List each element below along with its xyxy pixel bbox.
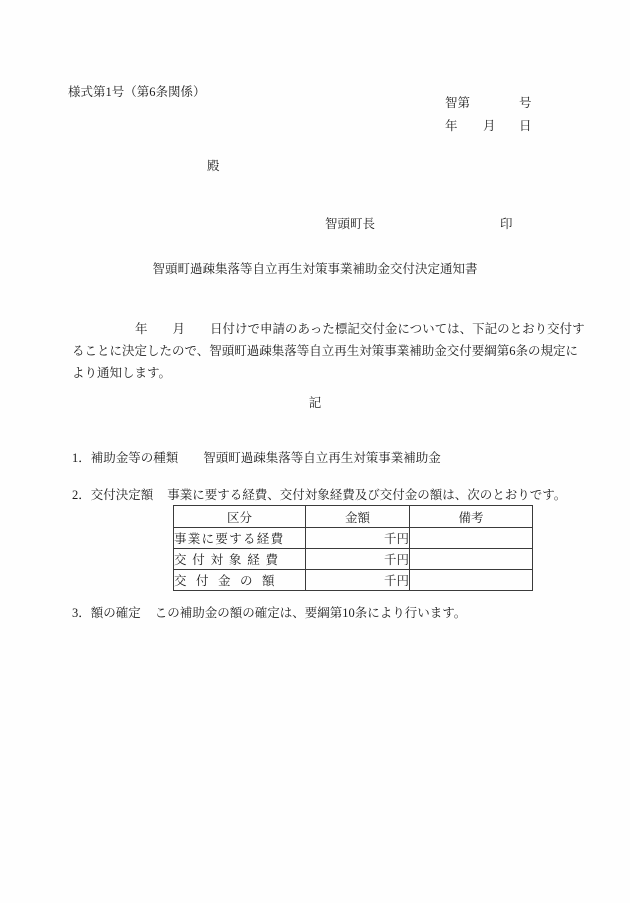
table-header-row: [174, 506, 533, 528]
item-subsidy-type: [72, 448, 441, 466]
row-3-amount: 千円: [306, 570, 410, 591]
item-3-value: この補助金の額の確定は、要綱第10条により行います。: [154, 606, 467, 620]
row-1-note: [410, 528, 533, 549]
item-1-value: 智頭町過疎集落等自立再生対策事業補助金: [203, 451, 441, 465]
row-2-note: [410, 549, 533, 570]
item-grant-decision-amount: [72, 485, 566, 503]
date-day-label: 日: [519, 119, 532, 133]
body-paragraph: [72, 318, 585, 384]
item-3-label: 額の確定: [90, 606, 141, 620]
item-2-value: 事業に要する経費、交付対象経費及び交付金の額は、次のとおりです。: [167, 488, 567, 502]
grant-amount-table: [173, 505, 533, 591]
header-note: 備考: [410, 506, 533, 528]
form-number-label: 様式第1号（第6条関係）: [68, 85, 206, 99]
header-category: 区分: [174, 506, 306, 528]
row-1-amount: 千円: [306, 528, 410, 549]
addressee-honorific: 殿: [207, 159, 220, 173]
row-1-category: 事業に要する経費: [174, 528, 306, 549]
row-3-category: 交付金の額: [174, 570, 306, 591]
date-month-label: 月: [483, 119, 496, 133]
item-1-label: 補助金等の種類: [90, 451, 179, 465]
body-line-2: ることに決定したので、智頭町過疎集落等自立再生対策事業補助金交付要綱第6条の規定に: [72, 344, 579, 358]
doc-number-prefix: 智第: [445, 96, 471, 110]
item-3-number: 3．: [72, 606, 91, 620]
row-2-category: 交付対象経費: [174, 549, 306, 570]
table-row: [174, 549, 533, 570]
row-2-amount: 千円: [306, 549, 410, 570]
document-title: 智頭町過疎集落等自立再生対策事業補助金交付決定通知書: [152, 262, 478, 276]
issuer-seal-mark: 印: [500, 217, 513, 231]
header-amount: 金額: [306, 506, 410, 528]
body-line-3: より通知します。: [72, 366, 172, 380]
item-2-label: 交付決定額: [90, 488, 154, 502]
body-line-1: 年 月 日付けで申請のあった標記交付金については、下記のとおり交付す: [135, 322, 585, 336]
item-amount-determination: [72, 603, 466, 621]
table-row: [174, 570, 533, 591]
record-marker: 記: [308, 396, 322, 410]
item-2-number: 2．: [72, 488, 91, 502]
table-row: [174, 528, 533, 549]
row-3-note: [410, 570, 533, 591]
issuer-name: 智頭町長: [325, 217, 376, 231]
item-1-number: 1．: [72, 451, 91, 465]
date-year-label: 年: [445, 119, 458, 133]
doc-number-suffix: 号: [519, 96, 532, 110]
